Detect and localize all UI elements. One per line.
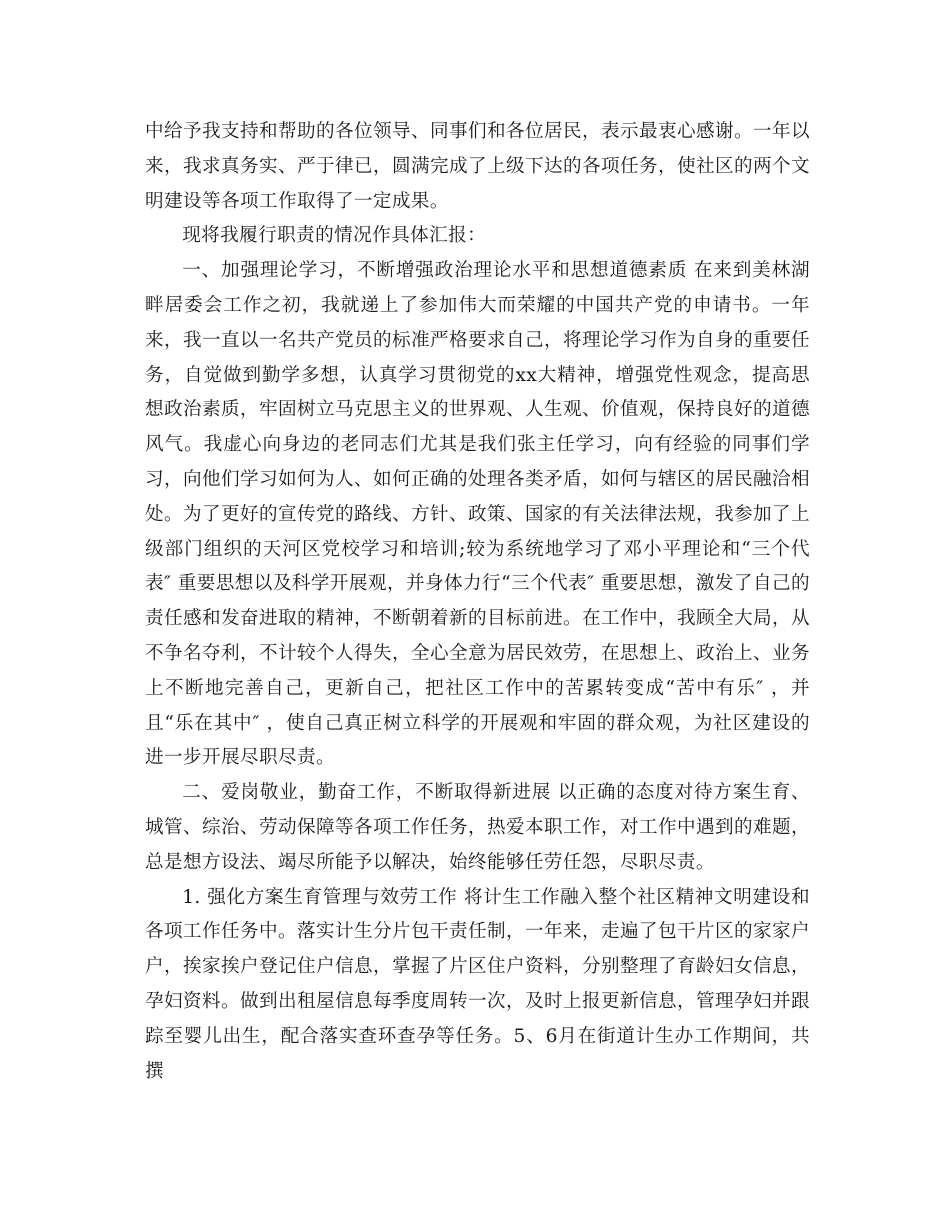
document-body [145, 115, 810, 1089]
paragraph-section-one: 一、加强理论学习，不断增强政治理论水平和思想道德素质 在来到美林湖畔居委会工作之初，我就递上了参加伟大而荣耀的中国共产党的申请书。一年来，我一直以一名共产党员的标准严格要求自己，将理论学习作为自身的重要任务，自觉做到勤学多想，认真学习贯彻党的xx大精神，增强党性观念，提高思想政治素质，牢固树立马克思主义的世界观、人生观、价值观，保持良好的道德风气。我虚心向身边的老同志们尤其是我们张主任学习，向有经验的同事们学习，向他们学习如何为人、如何正确的处理各类矛盾，如何与辖区的居民融洽相处。为了更好的宣传党的路线、方针、政策、国家的有关法律法规，我参加了上级部门组织的天河区党校学习和培训;较为系统地学习了邓小平理论和“三个代表″ 重要思想以及科学开展观，并身体力行“三个代表″ 重要思想，激发了自己的责任感和发奋进取的精神，不断朝着新的目标前进。在工作中，我顾全大局，从不争名夺利，不计较个人得失，全心全意为居民效劳，在思想上、政治上、业务上不断地完善自己，更新自己，把社区工作中的苦累转变成“苦中有乐″ ，并且“乐在其中″ ，使自己真正树立科学的开展观和牢固的群众观，为社区建设的进一步开展尽职尽责。 [145, 260, 810, 769]
paragraph-report-intro: 现将我履行职责的情况作具体汇报： [182, 225, 487, 247]
paragraph-section-two: 二、爱岗敬业，勤奋工作，不断取得新进展 以正确的态度对待方案生育、城管、综治、劳动保障等各项工作任务，热爱本职工作，对工作中遇到的难题，总是想方设法、竭尽所能予以解决，始终能够任劳任怨，尽职尽责。 [145, 782, 810, 873]
paragraph-continuation: 中给予我支持和帮助的各位领导、同事们和各位居民，表示最衷心感谢。一年以来，我求真务实、严于律已，圆满完成了上级下达的各项任务，使社区的两个文明建设等各项工作取得了一定成果。 [145, 121, 810, 212]
paragraph-item-one: 1. 强化方案生育管理与效劳工作 将计生工作融入整个社区精神文明建设和各项工作任务中。落实计生分片包干责任制，一年来，走遍了包干片区的家家户户，挨家挨户登记住户信息，掌握了片区住户资料，分别整理了育龄妇女信息，孕妇资料。做到出租屋信息每季度周转一次，及时上报更新信息，管理孕妇并跟踪至婴儿出生，配合落实查环查孕等任务。5、6月在街道计生办工作期间，共撰 [145, 886, 810, 1082]
